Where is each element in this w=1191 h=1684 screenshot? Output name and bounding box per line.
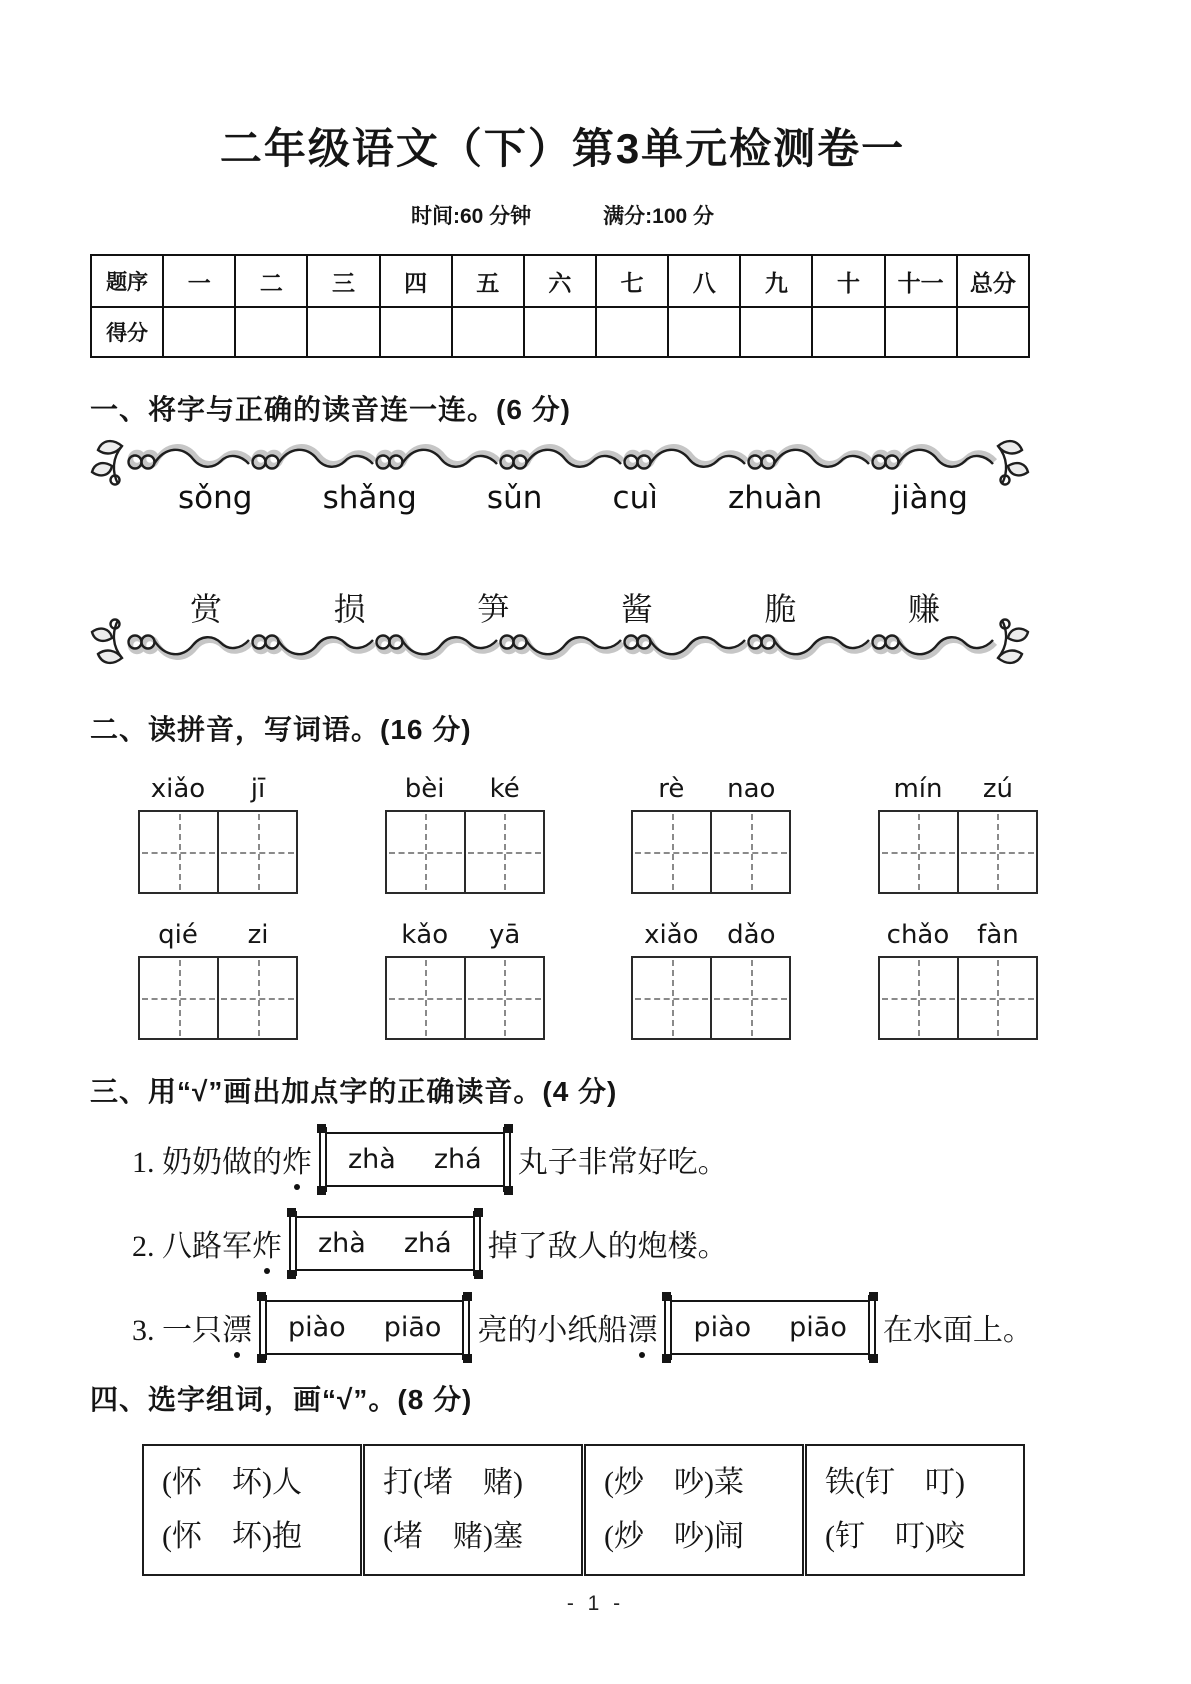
pronunciation-option: zhà — [318, 1227, 366, 1259]
corner-label: 题序 — [91, 255, 163, 307]
section3-heading: 三、用“√”画出加点字的正确读音。(4 分) — [90, 1076, 618, 1107]
pinyin-label: bèi ké — [404, 774, 520, 804]
writing-cell — [464, 958, 543, 1038]
pinyin-label: qié zi — [158, 920, 269, 950]
pinyin-option: sǔn — [486, 480, 543, 516]
pronunciation-option: piāo — [789, 1311, 847, 1343]
pinyin-choice-box — [665, 1300, 874, 1355]
section2-heading: 二、读拼音，写词语。(16 分) — [90, 714, 472, 745]
character-option: 赏 — [190, 591, 223, 627]
score-cell — [452, 307, 524, 357]
writing-cell — [957, 958, 1036, 1038]
score-table-score-row — [91, 307, 1029, 357]
choice-line: (怀 坏)人 — [162, 1466, 302, 1499]
writing-box — [631, 810, 791, 894]
column-header: 总分 — [957, 255, 1029, 307]
pronunciation-option: piào — [288, 1311, 346, 1343]
pinyin-option: sǒng — [178, 480, 253, 516]
pinyin-banner — [90, 438, 1030, 536]
pinyin-choice-box — [320, 1132, 510, 1187]
full-score: 满分:100 分 — [603, 205, 715, 228]
pinyin-option: zhuàn — [728, 480, 823, 516]
writing-box — [385, 956, 545, 1040]
question-sentence-2: 2. 八路军 炸 zhà zhá 掉了敌人的炮楼。 — [132, 1208, 1035, 1278]
column-header: 七 — [596, 255, 668, 307]
pronunciation-option: zhá — [403, 1227, 452, 1259]
score-cell — [235, 307, 307, 357]
writing-cell — [710, 958, 789, 1038]
score-table — [90, 254, 1030, 358]
pinyin-label: xiǎo jī — [150, 774, 266, 804]
page-number: - 1 - — [566, 1592, 625, 1615]
score-cell — [380, 307, 452, 357]
writing-box — [878, 956, 1038, 1040]
question-sentence-3: 3. 一只 漂 piào piāo 亮的小纸船 漂 piào piāo 在水面上。 — [132, 1292, 1035, 1362]
column-header: 十 — [812, 255, 884, 307]
column-header: 九 — [740, 255, 812, 307]
writing-box — [878, 810, 1038, 894]
pinyin-option: shǎng — [322, 480, 417, 516]
column-header: 八 — [668, 255, 740, 307]
writing-cell — [957, 812, 1036, 892]
choice-line: (炒 吵)菜 — [604, 1466, 744, 1499]
pinyin-option: jiàng — [892, 480, 968, 516]
choice-line: 铁(钉 叮) — [825, 1466, 965, 1499]
exam-meta — [90, 200, 1035, 230]
pinyin-word-group — [385, 774, 545, 894]
pinyin-option: cuì — [612, 480, 658, 516]
choice-line: (堵 赌)塞 — [383, 1520, 523, 1553]
pinyin-label: rè nao — [658, 774, 776, 804]
score-cell — [524, 307, 596, 357]
question-sentence-1: 1. 奶奶做的 炸 zhà zhá 丸子非常好吃。 — [132, 1124, 1035, 1194]
swirl-border-icon — [90, 438, 1030, 488]
pinyin-word-group — [138, 920, 298, 1040]
pinyin-choice-box — [260, 1300, 469, 1355]
word-choice-card-2 — [363, 1444, 583, 1576]
column-header: 三 — [307, 255, 379, 307]
score-cell — [163, 307, 235, 357]
pinyin-word-group — [385, 920, 545, 1040]
section4-heading: 四、选字组词，画“√”。(8 分) — [90, 1384, 473, 1415]
character-option: 损 — [333, 591, 366, 627]
writing-cell — [880, 958, 957, 1038]
pinyin-word-group — [631, 774, 791, 894]
pinyin-word-group — [138, 774, 298, 894]
column-header: 六 — [524, 255, 596, 307]
writing-cell — [387, 958, 464, 1038]
column-header: 一 — [163, 255, 235, 307]
dotted-character: 漂 — [627, 1305, 657, 1349]
pinyin-word-group — [631, 920, 791, 1040]
choice-line: (炒 吵)闹 — [604, 1520, 744, 1553]
swirl-border-icon — [90, 616, 1030, 666]
writing-cell — [217, 812, 296, 892]
score-table-header-row — [91, 255, 1029, 307]
character-option: 笋 — [477, 591, 510, 627]
score-cell — [812, 307, 884, 357]
dotted-character: 漂 — [222, 1305, 252, 1349]
writing-box — [138, 956, 298, 1040]
word-choice-card-4 — [805, 1444, 1025, 1576]
writing-cell — [464, 812, 543, 892]
pronunciation-option: piāo — [383, 1311, 442, 1343]
pronunciation-option: zhà — [348, 1143, 396, 1175]
pinyin-label: mín zú — [893, 774, 1014, 804]
pinyin-label: chǎo fàn — [886, 920, 1019, 950]
page-title: 二年级语文（下）第3单元检测卷一 — [219, 125, 906, 172]
writing-cell — [140, 958, 217, 1038]
pronunciation-option: zhá — [433, 1143, 482, 1175]
writing-box — [138, 810, 298, 894]
pinyin-label: kǎo yā — [401, 920, 521, 950]
pinyin-choice-box — [290, 1216, 480, 1271]
score-cell — [668, 307, 740, 357]
word-choice-card-1 — [142, 1444, 362, 1576]
writing-cell — [387, 812, 464, 892]
column-header: 五 — [452, 255, 524, 307]
score-cell — [957, 307, 1029, 357]
pinyin-word-group — [878, 774, 1038, 894]
writing-cell — [880, 812, 957, 892]
column-header: 二 — [235, 255, 307, 307]
pinyin-word-group — [878, 920, 1038, 1040]
character-banner — [90, 576, 1030, 666]
writing-cell — [710, 812, 789, 892]
time-limit: 时间:60 分钟 — [410, 205, 532, 228]
choice-line: 打(堵 赌) — [383, 1466, 523, 1499]
character-option: 酱 — [620, 591, 653, 627]
character-option: 赚 — [907, 591, 940, 627]
score-cell — [885, 307, 957, 357]
score-cell — [596, 307, 668, 357]
choice-line: (钉 叮)咬 — [825, 1520, 965, 1553]
dotted-character: 炸 — [282, 1137, 312, 1181]
character-option: 脆 — [764, 591, 797, 627]
writing-cell — [633, 958, 710, 1038]
column-header: 四 — [380, 255, 452, 307]
writing-box — [631, 956, 791, 1040]
score-cell — [740, 307, 812, 357]
writing-box — [385, 810, 545, 894]
pronunciation-option: piào — [693, 1311, 752, 1343]
section1-heading: 一、将字与正确的读音连一连。(6 分) — [90, 394, 572, 425]
dotted-character: 炸 — [252, 1221, 282, 1265]
writing-cell — [140, 812, 217, 892]
word-choice-card-3 — [584, 1444, 804, 1576]
column-header: 十一 — [885, 255, 957, 307]
writing-cell — [633, 812, 710, 892]
pinyin-label: xiǎo dǎo — [644, 920, 776, 950]
choice-line: (怀 坏)抱 — [162, 1520, 302, 1553]
score-label: 得分 — [91, 307, 163, 357]
writing-cell — [217, 958, 296, 1038]
score-cell — [307, 307, 379, 357]
